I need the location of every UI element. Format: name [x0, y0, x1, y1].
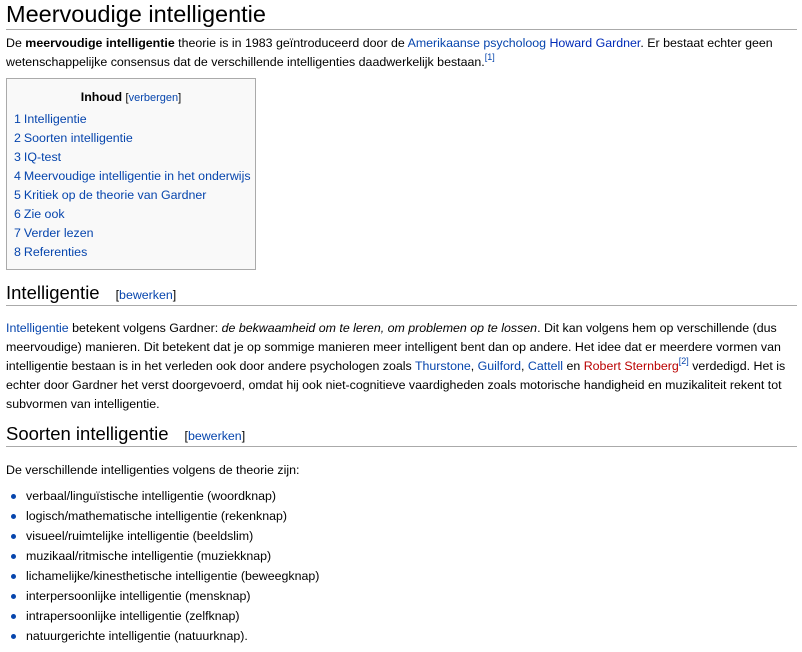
toc-item-number: 8 — [14, 245, 21, 259]
bullet-icon — [11, 554, 16, 559]
paragraph-text: betekent volgens Gardner: — [68, 321, 222, 335]
list-item — [6, 526, 797, 546]
link-robert-sternberg[interactable]: Robert Sternberg — [583, 359, 679, 373]
list-item-text: interpersoonlijke intelligentie (mensknap) — [26, 589, 251, 603]
section-heading-intelligentie — [6, 282, 797, 306]
toc-item-label[interactable]: Zie ook — [23, 207, 65, 221]
bullet-icon — [11, 634, 16, 639]
toc-header — [7, 90, 255, 105]
list-item — [6, 546, 797, 566]
toc-item-label[interactable]: Soorten intelligentie — [23, 131, 133, 145]
toc-item[interactable] — [14, 110, 251, 129]
article-content — [6, 0, 797, 646]
toc-item[interactable] — [14, 186, 251, 205]
section-heading-text: Soorten intelligentie — [6, 423, 169, 444]
toc-item[interactable] — [14, 205, 251, 224]
bullet-icon — [11, 614, 16, 619]
paragraph-text: en — [563, 359, 584, 373]
edit-bracket: ] — [241, 429, 246, 443]
edit-section — [116, 288, 177, 302]
reference-2-link[interactable]: [2] — [678, 356, 689, 366]
table-of-contents — [6, 78, 256, 270]
toc-title: Inhoud — [80, 90, 123, 104]
edit-section — [185, 429, 246, 443]
toc-item[interactable] — [14, 224, 251, 243]
bullet-icon — [11, 574, 16, 579]
list-item — [6, 506, 797, 526]
list-item-text: visueel/ruimtelijke intelligentie (beeldslim) — [26, 529, 254, 543]
section-heading-soorten — [6, 423, 797, 447]
intro-text: De — [6, 36, 26, 50]
list-item-text: intrapersoonlijke intelligentie (zelfknap) — [26, 609, 240, 623]
page-title: Meervoudige intelligentie — [6, 0, 797, 30]
link-thurstone[interactable]: Thurstone — [414, 359, 471, 373]
link-intelligentie[interactable]: Intelligentie — [6, 321, 69, 335]
intro-paragraph — [6, 34, 797, 72]
toc-item-label[interactable]: IQ-test — [23, 150, 62, 164]
list-item-text: muzikaal/ritmische intelligentie (muziekknap) — [26, 549, 272, 563]
link-guilford[interactable]: Guilford — [477, 359, 522, 373]
link-cattell[interactable]: Cattell — [527, 359, 564, 373]
bullet-icon — [11, 594, 16, 599]
toc-item-label[interactable]: Meervoudige intelligentie in het onderwijs — [23, 169, 251, 183]
toc-item[interactable] — [14, 243, 251, 262]
edit-bracket: [ — [115, 288, 120, 302]
toc-list — [14, 110, 251, 262]
intro-text: theorie is in 1983 geïntroduceerd door de — [174, 36, 408, 50]
toc-toggle-bracket: [ — [125, 92, 129, 104]
toc-item-number: 6 — [14, 207, 21, 221]
paragraph-text: verdedigd. Het is echter door Gardner het verst doorgevoerd, omdat hij ook niet-cognitieve vaardigheden zoals motorische handigheid en muzikaliteit rekent tot subvormen van intelligentie. — [6, 359, 786, 411]
edit-bracket: [ — [184, 429, 188, 443]
intro-text: . Er bestaat echter geen wetenschappelijke consensus dat de verschillende intelligenties daadwerkelijk bestaan. — [6, 36, 773, 69]
toc-toggle — [126, 92, 182, 104]
toc-item-label[interactable]: Referenties — [23, 245, 88, 259]
reference-1-link[interactable]: [1] — [484, 52, 495, 62]
list-item — [6, 606, 797, 626]
edit-bracket: ] — [172, 288, 177, 302]
toc-item-number: 2 — [14, 131, 21, 145]
toc-item[interactable] — [14, 167, 251, 186]
list-item-text: lichamelijke/kinesthetische intelligentie (beweegknap) — [26, 569, 320, 583]
list-item — [6, 486, 797, 506]
toc-item-number: 7 — [14, 226, 21, 240]
link-amerikaanse-psycholoog[interactable]: Amerikaanse psycholoog — [407, 36, 547, 50]
list-item-text: logisch/mathematische intelligentie (rekenknap) — [26, 509, 288, 523]
toc-item-label[interactable]: Kritiek op de theorie van Gardner — [23, 188, 207, 202]
toc-item[interactable] — [14, 129, 251, 148]
section-heading-text: Intelligentie — [6, 282, 100, 303]
paragraph-text: . Dit kan volgens hem op verschillende (dus meervoudige) manieren. Dit betekent dat je op sommige manieren meer intelligent bent dan op andere. Het idee dat er meerdere vormen van intelligentie bestaan is in het verleden ook door andere psychologen zoals — [6, 321, 781, 373]
soorten-intro: De verschillende intelligenties volgens de theorie zijn: — [6, 463, 300, 477]
bullet-icon — [11, 534, 16, 539]
link-howard-gardner[interactable]: Howard Gardner — [549, 36, 641, 50]
list-item — [6, 566, 797, 586]
toc-item-number: 1 — [14, 112, 21, 126]
toc-toggle-bracket: ] — [178, 92, 182, 104]
toc-item-label[interactable]: Verder lezen — [23, 226, 94, 240]
list-item-text: verbaal/linguïstische intelligentie (woordknap) — [26, 489, 277, 503]
toc-item-label[interactable]: Intelligentie — [23, 112, 87, 126]
list-item — [6, 586, 797, 606]
toc-item-number: 5 — [14, 188, 21, 202]
toc-item[interactable] — [14, 148, 251, 167]
separator: , — [521, 359, 528, 373]
intelligentie-paragraph — [6, 319, 797, 414]
list-item — [6, 626, 797, 646]
intro-bold-term: meervoudige intelligentie — [25, 36, 175, 50]
edit-section-link[interactable]: bewerken — [119, 288, 173, 302]
intelligence-types-list — [6, 486, 797, 646]
definition-quote: de bekwaamheid om te leren, om problemen op te lossen — [221, 321, 538, 335]
bullet-icon — [11, 514, 16, 519]
bullet-icon — [11, 494, 16, 499]
separator: , — [470, 359, 478, 373]
edit-section-link[interactable]: bewerken — [187, 429, 242, 443]
toc-item-number: 4 — [14, 169, 21, 183]
toc-item-number: 3 — [14, 150, 21, 164]
list-item-text: natuurgerichte intelligentie (natuurknap). — [26, 629, 248, 643]
toc-hide-link[interactable]: verbergen — [128, 92, 179, 104]
